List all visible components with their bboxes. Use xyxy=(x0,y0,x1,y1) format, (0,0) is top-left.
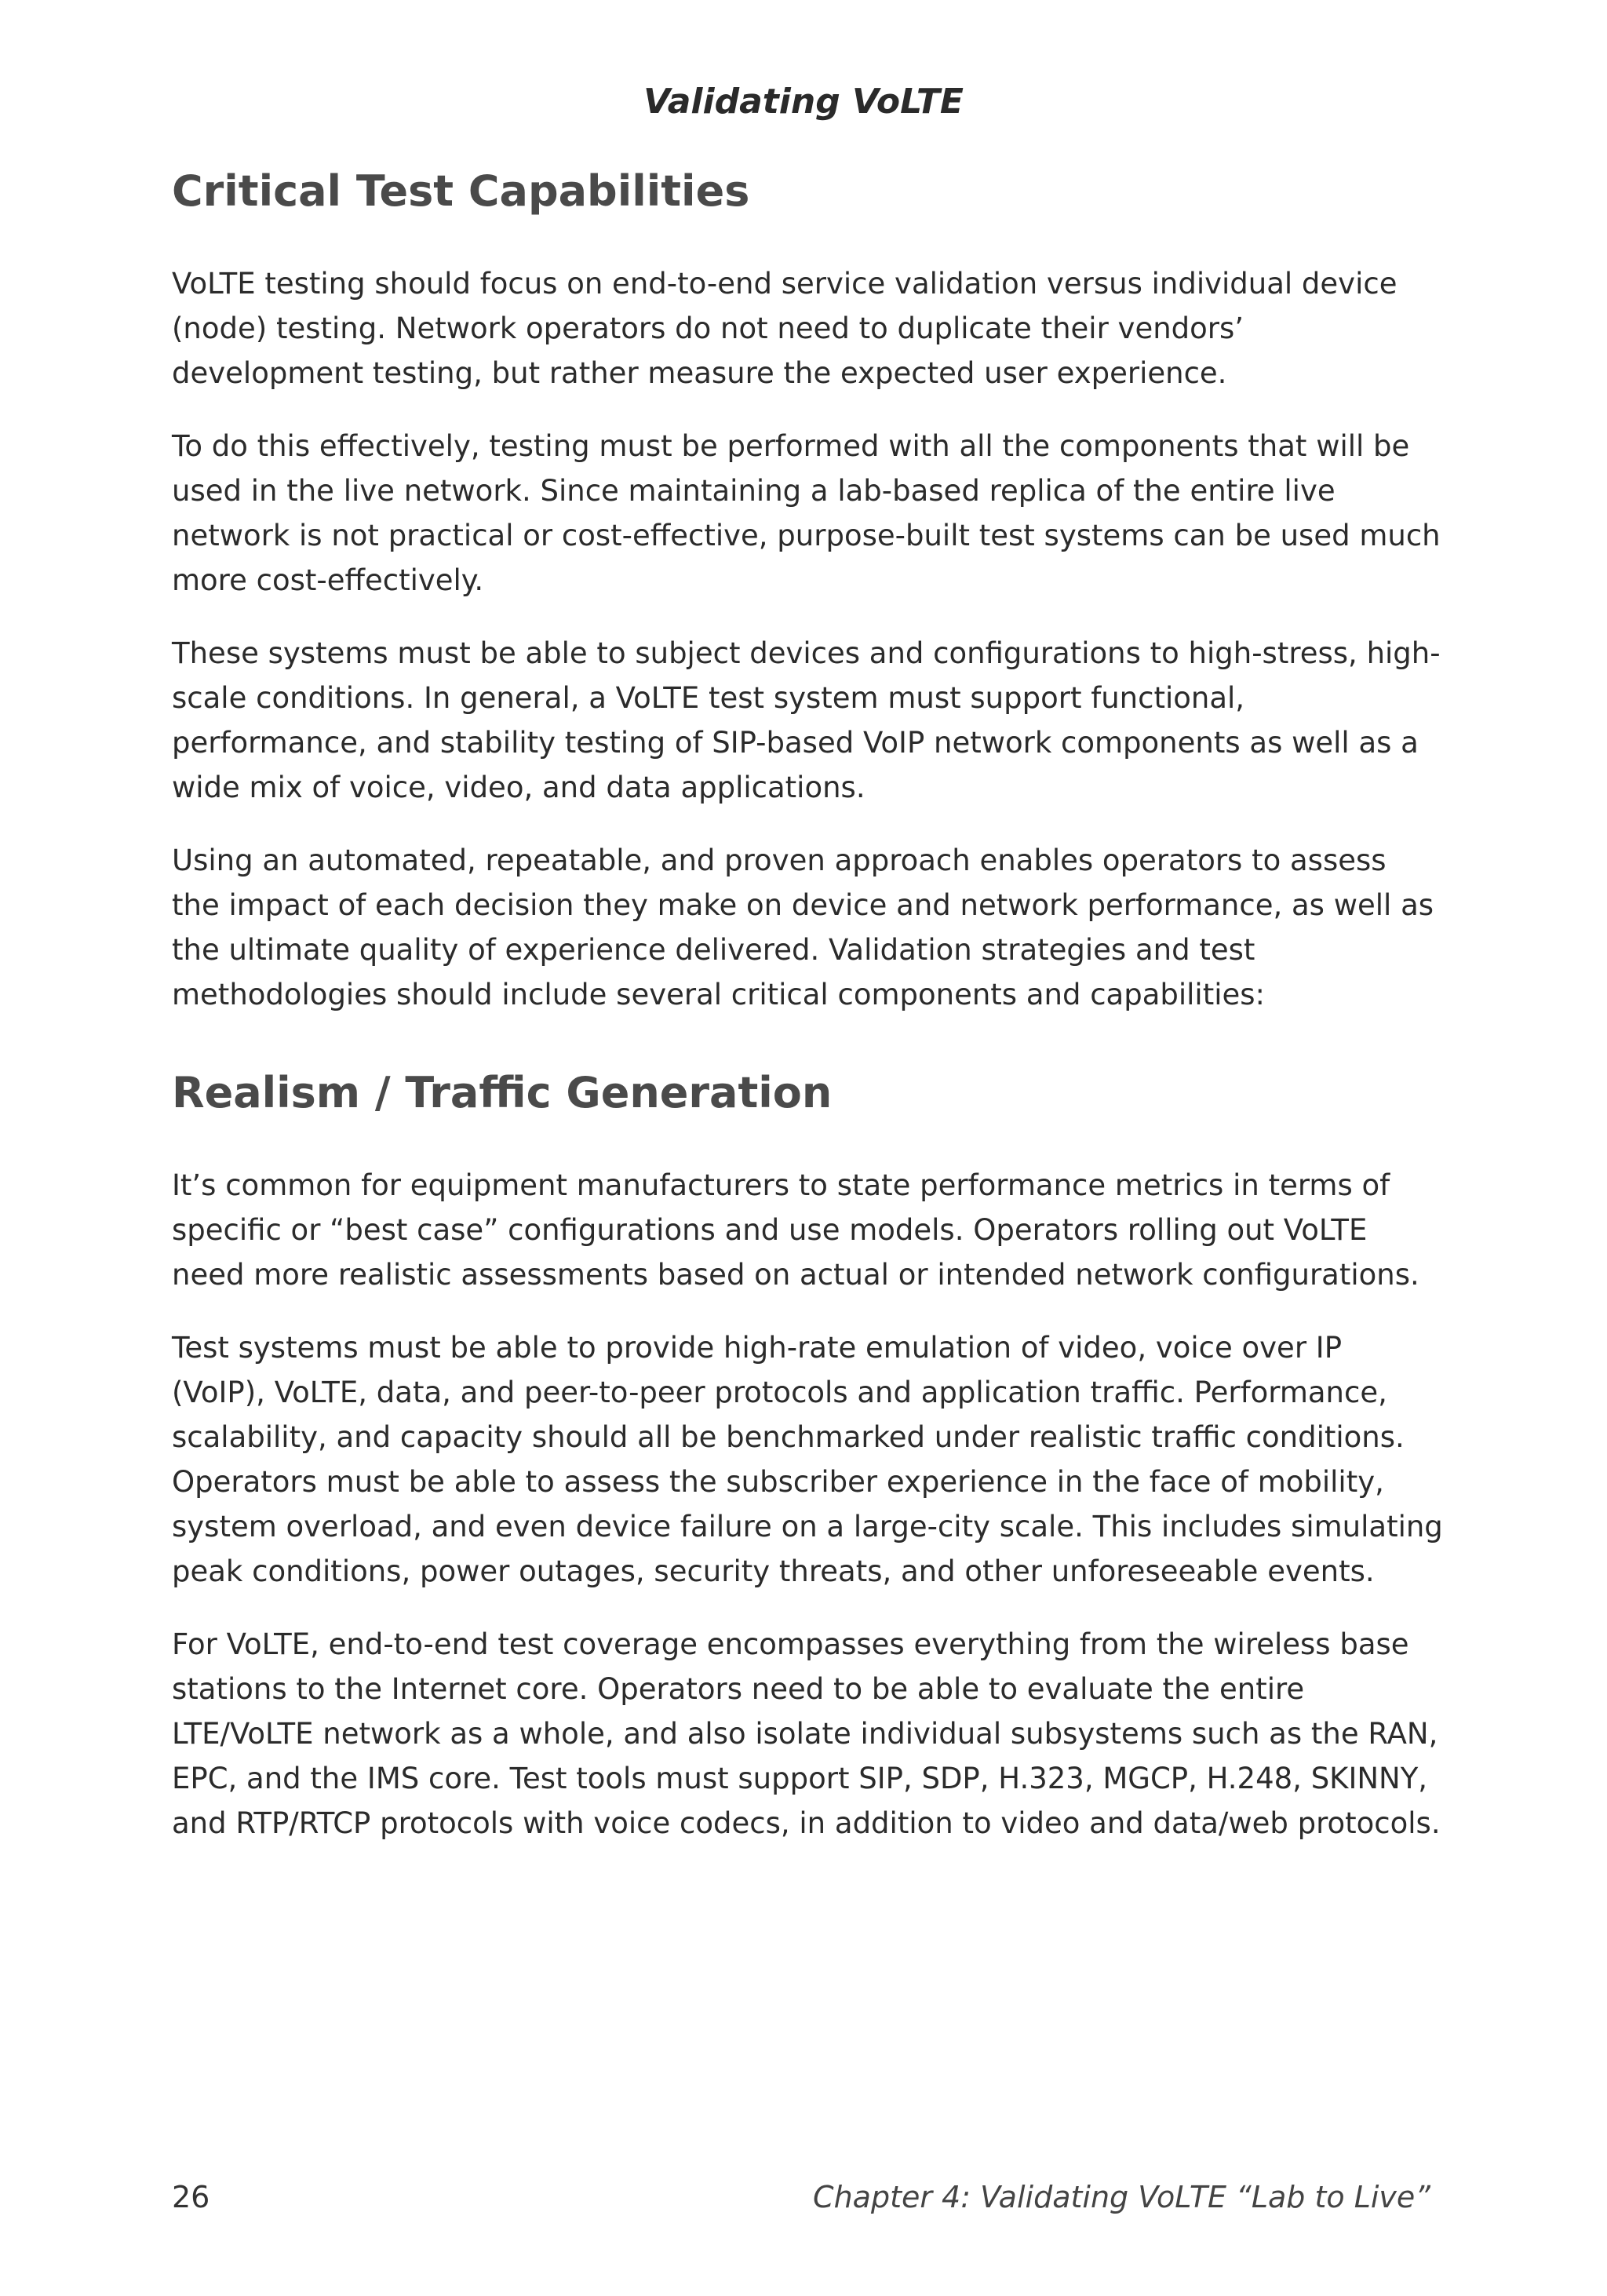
page-footer xyxy=(172,2174,1430,2221)
paragraph: For VoLTE, end-to-end test coverage encompasses everything from the wireless base stations to the Internet core. Operators need to be able to evaluate the entire LTE/VoLTE network as a whole, and also isolate individual subsystems such as the RAN, EPC, and the IMS core. Test tools must support SIP, SDP, H.323, MGCP, H.248, SKINNY, and RTP/RTCP protocols with voice codecs, in addition to video and data/web protocols. xyxy=(172,1627,1441,1840)
paragraph: To do this effectively, testing must be performed with all the components that will be used in the live network. Since maintaining a lab-based replica of the entire live network is not practical or cost-effective, purpose-built test systems can be used much more cost-effectively. xyxy=(172,429,1441,597)
paragraph: It’s common for equipment manufacturers to state performance metrics in terms of specific or “best case” configurations and use models. Operators rolling out VoLTE need more realistic assessments based on actual or intended network configurations. xyxy=(172,1168,1419,1292)
section-body-critical-test-capabilities xyxy=(172,261,1443,1017)
running-header: Validating VoLTE xyxy=(643,82,964,122)
chapter-title: Chapter 4: Validating VoLTE “Lab to Live” xyxy=(813,2180,1430,2214)
paragraph: VoLTE testing should focus on end-to-end service validation versus individual device (node) testing. Network operators do not need to duplicate their vendors’ development testing, but rather measure the expected user experience. xyxy=(172,267,1397,390)
paragraph: Using an automated, repeatable, and proven approach enables operators to assess the impact of each decision they make on device and network performance, as well as the ultimate quality of experience delivered. Validation strategies and test methodologies should include several critical components and capabilities: xyxy=(172,844,1434,1011)
paragraph: These systems must be able to subject devices and configurations to high-stress, high-scale conditions. In general, a VoLTE test system must support functional, performance, and stability testing of SIP-based VoIP network components as well as a wide mix of voice, video, and data applications. xyxy=(172,636,1441,804)
section-body-realism-traffic-generation xyxy=(172,1163,1443,1846)
page-number: 26 xyxy=(172,2180,210,2214)
page-content xyxy=(172,161,1443,1874)
section-title-realism-traffic-generation: Realism / Traffic Generation xyxy=(172,1068,833,1117)
paragraph: Test systems must be able to provide high-rate emulation of video, voice over IP (VoIP), VoLTE, data, and peer-to-peer protocols and application traffic. Performance, scalability, and capacity should all be benchmarked under realistic traffic conditions. Operators must be able to assess the subscriber experience in the face of mobility, system overload, and even device failure on a large-city scale. This includes simulating peak conditions, power outages, security threats, and other unforeseeable events. xyxy=(172,1331,1443,1588)
section-title-critical-test-capabilities: Critical Test Capabilities xyxy=(172,166,750,216)
